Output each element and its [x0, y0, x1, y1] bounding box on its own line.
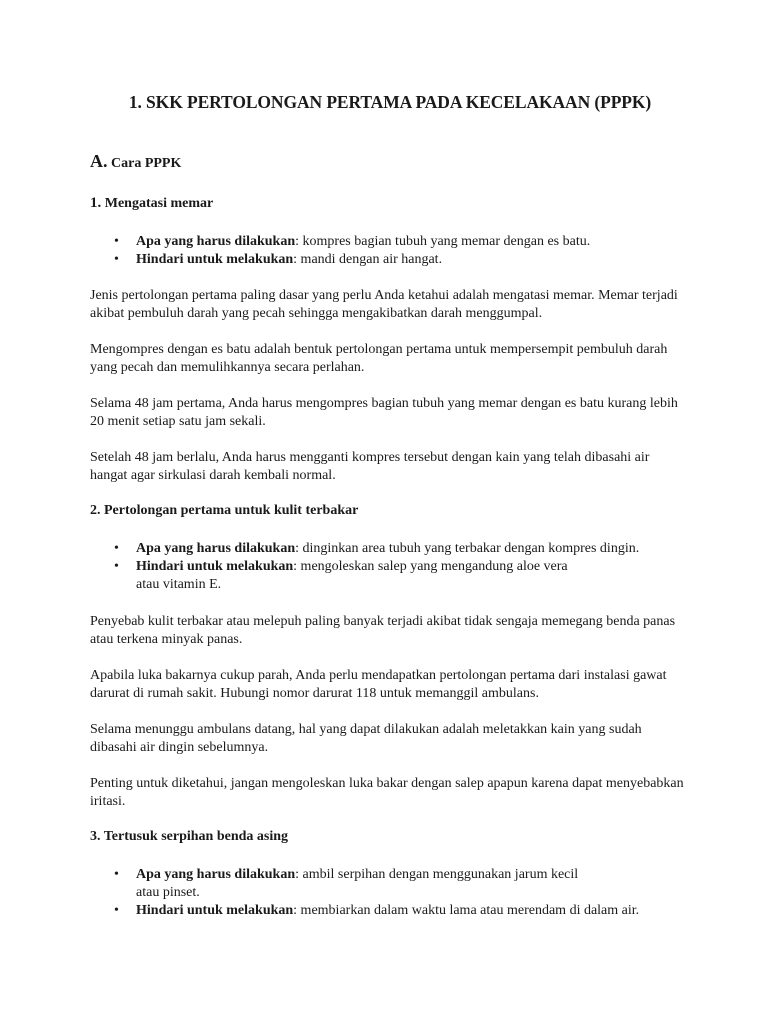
subsection-heading-1: 1. Mengatasi memar [90, 195, 214, 211]
list-item: • Hindari untuk melakukan: mandi dengan air hangat. [114, 252, 443, 267]
subsection-heading-2: 2. Pertolongan pertama untuk kulit terbakar [90, 503, 359, 518]
paragraph: Penyebab kulit terbakar atau melepuh paling banyak terjadi akibat tidak sengaja memegang benda panas atau terkena minyak panas. [90, 614, 676, 647]
subsection-heading-3: 3. Tertusuk serpihan benda asing [90, 829, 289, 844]
paragraph: Apabila luka bakarnya cukup parah, Anda perlu mendapatkan pertolongan pertama dari instalasi gawat darurat di rumah sakit. Hubungi nomor darurat 118 untuk memanggil ambulans. [90, 668, 667, 701]
bullet-icon: • [114, 252, 119, 267]
bullet-icon: • [114, 867, 119, 882]
section-heading [90, 151, 181, 172]
paragraph: Setelah 48 jam berlalu, Anda harus mengganti kompres tersebut dengan kain yang telah dibasahi air hangat agar sirkulasi darah kembali normal. [90, 450, 650, 483]
list-item: • Apa yang harus dilakukan: ambil serpihan dengan menggunakan jarum kecil atau pinset. [114, 867, 579, 900]
paragraph: Selama 48 jam pertama, Anda harus mengompres bagian tubuh yang memar dengan es batu kurang lebih 20 menit setiap satu jam sekali. [90, 396, 678, 429]
section-label: Cara PPPK [111, 156, 182, 171]
bullet-icon: • [114, 541, 119, 556]
bullet-list-3 [90, 866, 690, 920]
bullet-icon: • [114, 903, 119, 918]
bullet-list-1 [90, 233, 690, 269]
paragraph: Jenis pertolongan pertama paling dasar yang perlu Anda ketahui adalah mengatasi memar. Memar terjadi akibat pembuluh darah yang pecah sehingga mengakibatkan darah menggumpal. [90, 288, 678, 321]
list-item: • Apa yang harus dilakukan: dinginkan area tubuh yang terbakar dengan kompres dingin. [114, 541, 640, 556]
bullet-list-2 [90, 540, 690, 594]
bullet-icon: • [114, 234, 119, 249]
paragraph: Mengompres dengan es batu adalah bentuk pertolongan pertama untuk mempersempit pembuluh darah yang pecah dan memulihkannya secara perlahan. [90, 342, 668, 375]
document-title: 1. SKK PERTOLONGAN PERTAMA PADA KECELAKAAN (PPPK) [128, 92, 652, 112]
list-item: • Hindari untuk melakukan: membiarkan dalam waktu lama atau merendam di dalam air. [114, 903, 640, 918]
section-letter: A. [90, 151, 108, 171]
list-item: • Apa yang harus dilakukan: kompres bagian tubuh yang memar dengan es batu. [114, 234, 591, 249]
paragraph: Selama menunggu ambulans datang, hal yang dapat dilakukan adalah meletakkan kain yang sudah dibasahi air dingin sebelumnya. [90, 722, 642, 755]
bullet-icon: • [114, 559, 119, 574]
paragraph: Penting untuk diketahui, jangan mengoleskan luka bakar dengan salep apapun karena dapat menyebabkan iritasi. [90, 776, 684, 809]
list-item: • Hindari untuk melakukan: mengoleskan salep yang mengandung aloe vera atau vitamin E. [114, 559, 568, 592]
